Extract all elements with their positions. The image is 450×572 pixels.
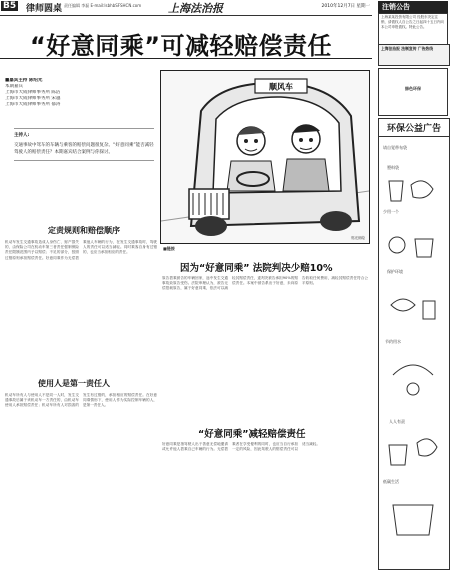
section-body: 机动车发生交通事故造成人身伤亡、财产损失的，由保险公司在机动车第三者责任强制保险责任限额范围内予以赔偿；不足的部分，按照过错原则承担赔偿责任。好意同乘作为无偿搭乘他人车辆的行为，在发生交通事故时，驾驶人的责任可以适当减轻。同时乘客自身有过错的，也应当承担相应的责任。	[5, 240, 157, 260]
illustration-credit: 郭光朗绘	[351, 236, 365, 240]
headline-rule	[0, 58, 372, 59]
link-kicker: ■链接	[163, 246, 175, 251]
host-summary	[14, 128, 154, 161]
notice-text: 上海某某投资有限公司 经股东决定注销，请债权人自公告之日起四十五日内向本公司申报债权。特此公告。	[378, 13, 448, 57]
byline-line: 上海市大成律师事务所 陈洁	[5, 90, 61, 95]
handwritten-note: 人人有责	[389, 419, 405, 424]
section-heading: 定责规则和赔偿顺序	[48, 226, 120, 235]
car-cartoon	[161, 71, 369, 243]
handwritten-note: 塑料袋	[387, 165, 399, 170]
handwritten-note: 节约用水	[385, 339, 401, 344]
slogan-box	[378, 68, 448, 116]
newspaper-name: 上海法治报	[168, 2, 223, 15]
eco-ad-title: 环保公益广告	[379, 119, 449, 137]
handwritten-note: 低碳生活	[383, 479, 399, 484]
case-body: 原告搭乘被告的车辆回家，途中发生交通事故致原告受伤。法院审理认为，被告无偿搭载原告，属于好意同乘，依法可以减轻其赔偿责任，遂判决被告承担90%的赔偿责任。本案中被告系出于好意，未向原告收取任何费用，减轻其赔偿责任符合公平原则。	[162, 276, 368, 291]
taxi-sign: 顺风车	[269, 82, 293, 92]
slogan-text: 绿色环保	[405, 86, 421, 91]
section-name: 律师圆桌	[26, 4, 63, 14]
handwritten-note: 请自觉带布袋	[383, 145, 407, 150]
handwritten-note: 少用一个	[383, 209, 399, 214]
section-body: 机动车所有人与使用人不是同一人时，发生交通事故后属于该机动车一方责任的，由机动车使用人承担赔偿责任；机动车所有人对损害的发生有过错的，承担相应的赔偿责任。在好意同乘情形下，使用人作为实际控制车辆的人，是第一责任人。	[5, 393, 157, 408]
middle-heading: “好意同乘”减轻赔偿责任	[198, 429, 306, 440]
byline	[5, 78, 155, 108]
eco-ad	[378, 118, 450, 570]
headline: “好意同乘”可减轻赔偿责任	[30, 32, 333, 60]
byline-host: ■嘉宾主持 陈绍光	[5, 78, 43, 83]
host-label: 主持人:	[14, 133, 30, 138]
page-number: B5	[3, 1, 17, 11]
page-header	[0, 0, 372, 16]
middle-body: 好意同乘是指驾驶人出于善意无偿地邀请或允许他人搭乘自己车辆的行为。无偿搭乘者在享受便利的同时，也应当自行承担一定的风险，因此驾驶人的赔偿责任可以适当减轻。	[162, 442, 320, 452]
cartoon-illustration	[160, 70, 370, 244]
promo-text: 上海法治报 法制宣传 广告热线	[381, 46, 434, 51]
issue-date: 2010年12月7日 星期一	[321, 4, 370, 9]
eco-doodles	[383, 175, 443, 555]
handwritten-note: 保护环境	[387, 269, 403, 274]
byline-line: 上海市大成律师事务所 郁涛	[5, 102, 61, 107]
byline-line: 本期嘉宾	[5, 84, 23, 89]
case-heading: 因为“好意同乘” 法院判决少赔10%	[180, 263, 333, 274]
section-heading: 使用人是第一责任人	[38, 379, 110, 388]
notice-title: 注销公告	[378, 1, 448, 13]
summary-text: 交通事故中驾车的车辆与乘客的赔偿问题很复杂。“好意同乘”能否减轻驾驶人的赔偿责任？本期嘉宾结合案例与你探讨。	[14, 142, 154, 155]
promo-box	[378, 44, 450, 66]
byline-line: 上海市大成律师事务所 宋越	[5, 96, 61, 101]
editor-line: 责任编辑 李磊 E-mail:lsbhbSFSHCN.com	[64, 3, 142, 8]
